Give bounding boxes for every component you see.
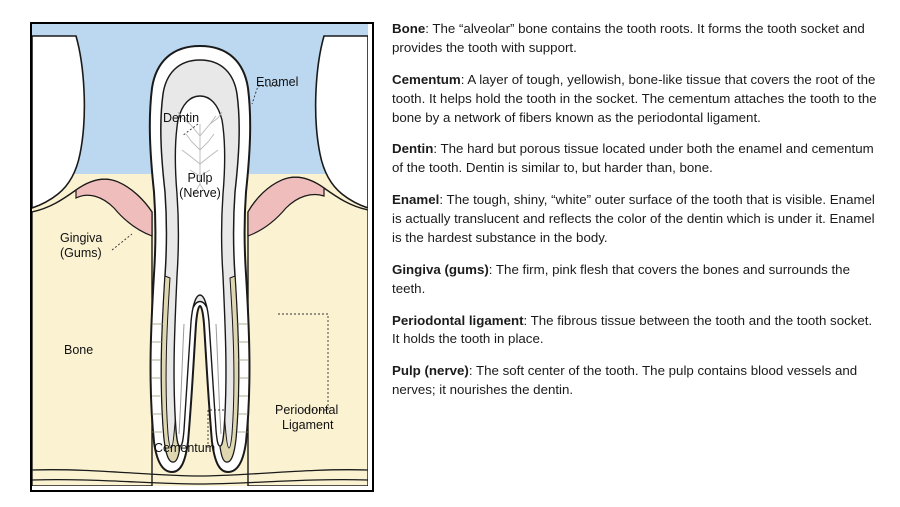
- glossary-term: Dentin: [392, 141, 434, 157]
- label-periodontal-line1: Periodontal: [275, 403, 339, 417]
- glossary-term: Gingiva (gums): [392, 261, 489, 277]
- glossary-definition: : The fibrous tissue between the tooth and the tooth socket. It holds the tooth in place.: [392, 312, 873, 347]
- label-cementum: Cementum: [154, 441, 216, 455]
- glossary-entry-pulp: [392, 362, 880, 400]
- tooth-cross-section-illustration: [32, 24, 368, 486]
- diagram-frame: [30, 22, 374, 492]
- glossary-entry-enamel: [392, 191, 880, 248]
- glossary-panel: [380, 0, 900, 507]
- label-enamel: Enamel: [256, 75, 299, 89]
- glossary-term: Bone: [392, 21, 426, 36]
- label-periodontal-line2: Ligament: [282, 418, 334, 432]
- glossary-definition: : The “alveolar” bone contains the tooth roots. It forms the tooth socket and provides the tooth with support.: [392, 21, 865, 55]
- glossary-term: Pulp (nerve): [392, 363, 469, 379]
- label-dentin: Dentin: [163, 111, 200, 125]
- glossary-entry-dentin: [392, 140, 880, 178]
- glossary-definition: : The soft center of the tooth. The pulp contains blood vessels and nerves; it nourishes the dentin.: [392, 363, 858, 398]
- glossary-entry-periodontal-ligament: [392, 312, 880, 350]
- glossary-definition: : A layer of tough, yellowish, bone-like tissue that covers the root of the tooth. It helps hold the tooth in the socket. The cementum attaches the tooth to the bone by a network of fibers known as the periodontal ligament.: [392, 71, 877, 125]
- label-gingiva-line1: Gingiva: [60, 231, 103, 245]
- glossary-term: Enamel: [392, 192, 440, 208]
- diagram-panel: [0, 0, 380, 507]
- glossary-definition: : The firm, pink flesh that covers the bones and surrounds the teeth.: [392, 261, 850, 296]
- label-gingiva-line2: (Gums): [60, 246, 102, 260]
- glossary-definition: : The hard but porous tissue located under both the enamel and cementum of the tooth. Dentin is similar to, but harder than, bone.: [392, 141, 874, 176]
- glossary-term: Cementum: [392, 71, 461, 87]
- label-bone: Bone: [64, 343, 94, 357]
- label-pulp-line2: (Nerve): [179, 186, 221, 200]
- glossary-entry-cementum: [392, 71, 880, 128]
- glossary-definition: : The tough, shiny, “white” outer surface of the tooth that is visible. Enamel is actually translucent and reflects the color of the dentin which is under it. Enamel is the hardest substance in the body.: [392, 192, 875, 245]
- label-pulp-line1: Pulp: [187, 171, 213, 185]
- glossary-entry-gingiva: [392, 261, 880, 299]
- glossary-entry-bone: [392, 20, 880, 58]
- glossary-term: Periodontal ligament: [392, 312, 524, 328]
